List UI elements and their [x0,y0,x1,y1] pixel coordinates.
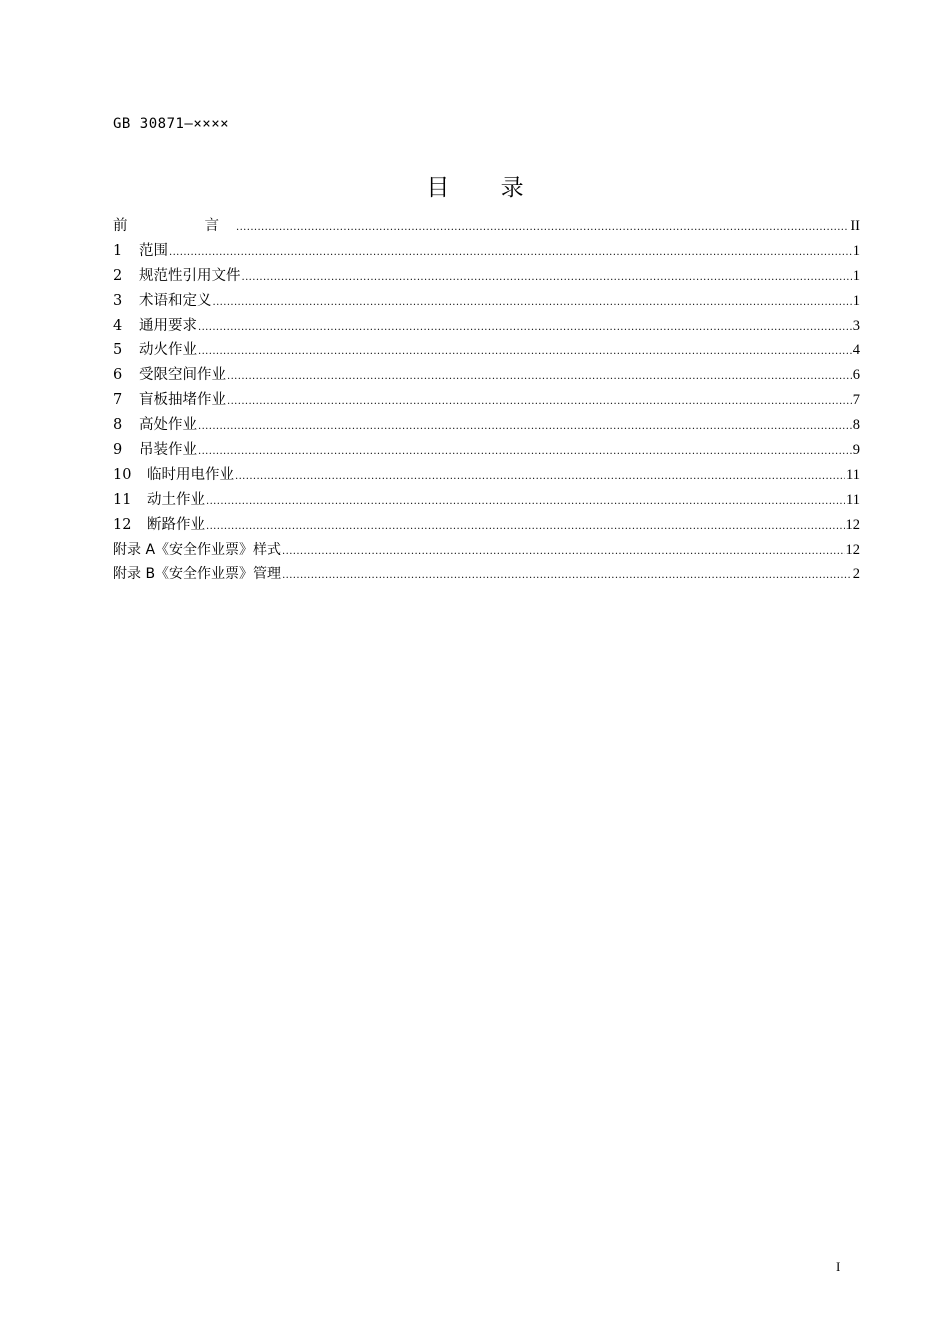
toc-entry-number: 2 [113,267,123,284]
toc-entry-label: 2 规范性引用文件 [113,264,241,289]
toc-entry-page: 6 [852,367,860,384]
toc-entry-label: 9 吊装作业 [113,438,197,463]
toc-entry-label: 7 盲板抽堵作业 [113,388,226,413]
toc-entry-2[interactable] [113,264,860,289]
toc-leader-dots [236,216,849,241]
toc-entry-number: 9 [113,442,123,459]
toc-entry-page: 7 [852,392,860,409]
toc-entry-number: 11 [113,491,132,508]
toc-entry-label: 6 受限空间作业 [113,363,226,388]
toc-entry-9[interactable] [113,438,860,463]
toc-entry-page: 11 [846,491,860,508]
toc-entry-label: 12 断路作业 [113,513,205,538]
toc-leader-dots [206,490,845,515]
toc-entry-5[interactable] [113,338,860,363]
toc-entry-label: 附录 B《安全作业票》管理 [113,566,282,583]
toc-leader-dots [198,316,852,341]
toc-entry-label: 前 言 [113,218,235,234]
toc-entry-4[interactable] [113,314,860,339]
toc-leader-dots [235,465,845,490]
toc-leader-dots [282,540,844,565]
toc-entry-number: 10 [113,466,132,483]
toc-entry-page: 12 [845,516,860,533]
toc-entry-number: 6 [113,367,123,384]
toc-entry-number: 1 [113,242,123,259]
table-of-contents [113,214,860,587]
toc-entry-page: 2 [852,566,860,583]
toc-entry-label: 11 动土作业 [113,488,205,513]
toc-entry-number: 3 [113,292,123,309]
toc-entry-page: 1 [852,292,860,309]
page-number: I [836,1259,841,1274]
toc-entry-label: 4 通用要求 [113,314,197,339]
toc-entry-page: 3 [852,317,860,334]
toc-leader-dots [206,515,845,540]
toc-entry-page: 4 [852,342,860,359]
toc-entry-page: 9 [852,442,860,459]
toc-entry-page: 1 [852,267,860,284]
toc-entry-3[interactable] [113,289,860,314]
toc-entry-page: 1 [852,242,860,259]
toc-entry-page: 8 [852,417,860,434]
toc-entry-foreword[interactable] [113,214,860,239]
toc-leader-dots [242,266,852,291]
toc-entry-1[interactable] [113,239,860,264]
toc-entry-12[interactable] [113,513,860,538]
toc-leader-dots [198,415,852,440]
toc-entry-label: 3 术语和定义 [113,289,212,314]
toc-entry-7[interactable] [113,388,860,413]
toc-leader-dots [213,291,852,316]
toc-entry-label: 8 高处作业 [113,413,197,438]
toc-entry-page: II [850,218,860,234]
toc-leader-dots [227,365,852,390]
toc-leader-dots [169,241,852,266]
toc-entry-11[interactable] [113,488,860,513]
toc-entry-label: 1 范围 [113,239,168,264]
toc-leader-dots [227,390,852,415]
toc-entry-number: 8 [113,417,123,434]
toc-entry-number: 4 [113,317,123,334]
toc-entry-label: 5 动火作业 [113,338,197,363]
toc-entry-6[interactable] [113,363,860,388]
toc-entry-label: 10 临时用电作业 [113,463,234,488]
toc-entry-number: 5 [113,342,123,359]
toc-entry-page: 12 [845,541,860,558]
toc-title: 目 录 [426,175,546,201]
toc-entry-number: 12 [113,516,132,533]
toc-leader-dots [198,440,852,465]
toc-entry-number: 7 [113,392,123,409]
toc-leader-dots [282,564,852,589]
toc-entry-page: 11 [846,466,860,483]
toc-entry-10[interactable] [113,463,860,488]
standard-code: GB 30871—×××× [113,116,230,132]
toc-entry-appendix-a[interactable] [113,538,860,563]
toc-entry-8[interactable] [113,413,860,438]
toc-leader-dots [198,340,852,365]
toc-entry-label: 附录 A《安全作业票》样式 [113,541,282,558]
toc-entry-appendix-b[interactable] [113,562,860,587]
